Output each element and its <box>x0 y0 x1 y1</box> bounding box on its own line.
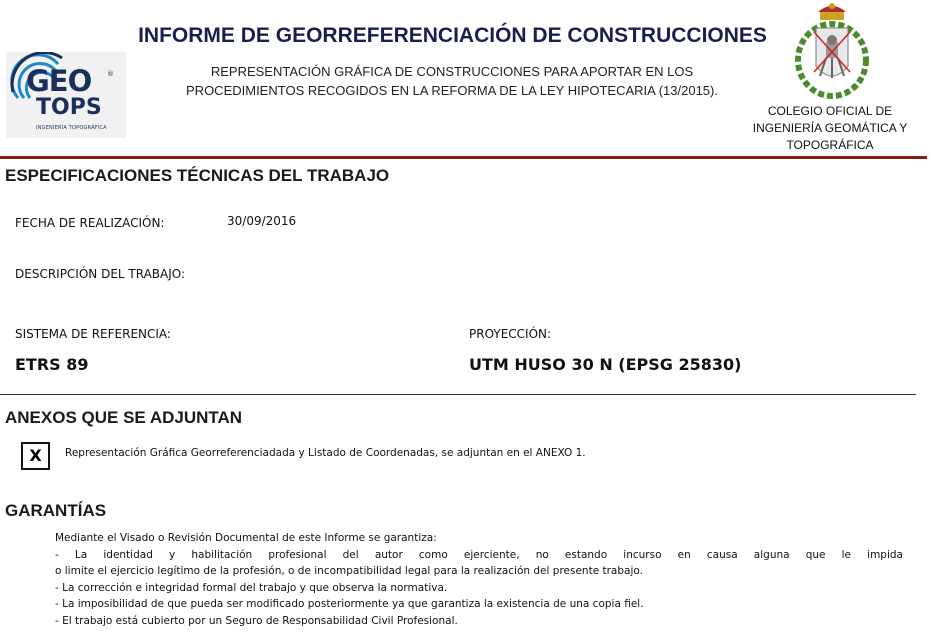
subtitle-line-2: PROCEDIMIENTOS RECOGIDOS EN LA REFORMA DE LA LEY HIPOTECARIA (13/2015). <box>186 83 718 98</box>
anexos-heading: ANEXOS QUE SE ADJUNTAN <box>5 408 243 427</box>
colegio-line-2: INGENIERÍA GEOMÁTICA Y <box>752 121 908 135</box>
section-divider <box>0 394 916 395</box>
logo-tops-text: TOPS <box>36 95 102 120</box>
sistema-label: SISTEMA DE REFERENCIA: <box>15 327 171 341</box>
anexo-item-text: Representación Gráfica Georreferenciadada y Listado de Coordenadas, se adjuntan en el ANEXO 1. <box>65 447 586 459</box>
header-divider <box>0 156 927 159</box>
fecha-label: FECHA DE REALIZACIÓN: <box>15 216 165 230</box>
page-title: INFORME DE GEORREFERENCIACIÓN DE CONSTRUCCIONES <box>138 24 767 47</box>
especificaciones-heading: ESPECIFICACIONES TÉCNICAS DEL TRABAJO <box>5 166 390 185</box>
colegio-line-1: COLEGIO OFICIAL DE <box>767 104 893 118</box>
garantias-body <box>55 530 903 629</box>
logo-tagline: INGENIERÍA TOPOGRÁFICA <box>36 125 107 131</box>
garantias-item-2: - La corrección e integridad formal del trabajo y que observa la normativa. <box>55 581 448 594</box>
garantias-heading: GARANTÍAS <box>5 501 107 520</box>
page-subtitle <box>152 62 752 100</box>
sistema-value: ETRS 89 <box>15 355 89 374</box>
subtitle-line-1: REPRESENTACIÓN GRÁFICA DE CONSTRUCCIONES PARA APORTAR EN LOS <box>210 64 694 79</box>
descripcion-label: DESCRIPCIÓN DEL TRABAJO: <box>15 267 186 281</box>
garantias-intro: Mediante el Visado o Revisión Documental de este Informe se garantiza: <box>55 532 437 544</box>
registered-mark: ® <box>107 70 114 78</box>
fecha-value: 30/09/2016 <box>227 214 297 228</box>
logo-geo-text: GEO <box>26 64 92 98</box>
colegio-line-3: TOPOGRÁFICA <box>786 138 874 152</box>
garantias-item-3: - La imposibilidad de que pueda ser modificado posteriormente ya que garantiza la existencia de una copia fiel. <box>55 598 644 610</box>
garantias-item-1-line-2: o limite el ejercicio legítimo de la profesión, o de incompatibilidad legal para la realización del presente trabajo. <box>55 565 643 577</box>
garantias-item-4: - El trabajo está cubierto por un Seguro de Responsabilidad Civil Profesional. <box>55 614 458 627</box>
colegio-crest-icon <box>786 2 878 102</box>
geotops-logo <box>6 52 126 138</box>
colegio-name <box>745 103 915 154</box>
anexo-checkbox[interactable]: X <box>21 442 50 470</box>
proyeccion-label: PROYECCIÓN: <box>469 327 552 341</box>
garantias-item-1-line-1: - La identidad y habilitación profesional del autor como ejerciente, no estando incurso en causa alguna que le impida <box>55 548 903 561</box>
proyeccion-value: UTM HUSO 30 N (EPSG 25830) <box>469 355 742 374</box>
